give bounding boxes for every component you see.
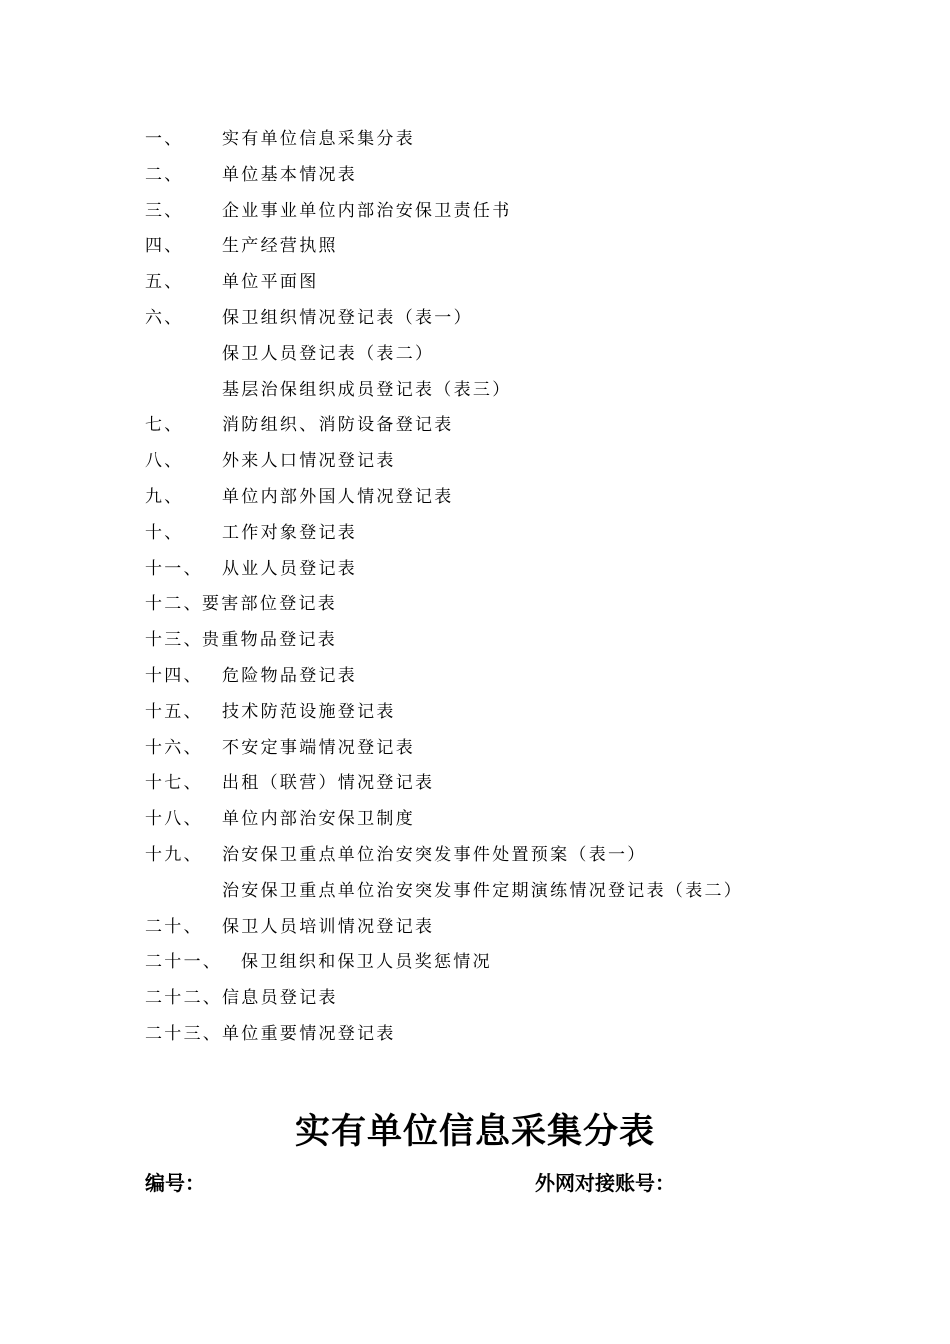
toc-item: [145, 229, 865, 265]
toc-item-number: 二、: [145, 164, 184, 185]
toc-item-text: 企业事业单位内部治安保卫责任书: [222, 200, 512, 221]
toc-item-number: 十八、: [145, 809, 203, 830]
toc-item-number: 三、: [145, 200, 184, 221]
toc-item-number: 二十、: [145, 916, 203, 937]
toc-item-number: 十六、: [145, 737, 203, 758]
toc-item-number: 四、: [145, 236, 184, 257]
toc-item-text: 单位基本情况表: [222, 164, 358, 185]
toc-item-number: 五、: [145, 272, 184, 293]
toc-item: [145, 766, 865, 802]
toc-item-number: 七、: [145, 415, 184, 436]
toc-item: [145, 337, 865, 373]
toc-item-text: 保卫组织情况登记表（表一）: [222, 307, 473, 328]
toc-item-text: 要害部位登记表: [202, 594, 338, 615]
toc-item: [145, 802, 865, 838]
toc-item: [145, 480, 865, 516]
toc-item-number: 二十二、: [145, 988, 223, 1009]
toc-item: [145, 373, 865, 409]
toc-item-text: 生产经营执照: [222, 236, 338, 257]
toc-item-number: 十、: [145, 522, 184, 543]
toc-item: [145, 981, 865, 1017]
toc-item-number: 十五、: [145, 701, 203, 722]
form-title: 实有单位信息采集分表: [294, 1112, 655, 1152]
toc-item-text: 工作对象登记表: [222, 522, 358, 543]
toc-item: [145, 122, 865, 158]
toc-item-number: 十三、: [145, 630, 203, 651]
toc-item: [145, 265, 865, 301]
toc-item-text: 消防组织、消防设备登记表: [222, 415, 454, 436]
toc-item-text: 技术防范设施登记表: [222, 701, 396, 722]
toc-item: [145, 731, 865, 767]
toc-item-text: 基层治保组织成员登记表（表三）: [222, 379, 512, 400]
toc-item-number: 一、: [145, 129, 184, 149]
toc-item: [145, 695, 865, 731]
toc-item-text: 危险物品登记表: [222, 665, 358, 686]
toc-item-text: 不安定事端情况登记表: [222, 737, 415, 758]
toc-item: [145, 158, 865, 194]
toc-item: [145, 552, 865, 588]
toc-item: [145, 1017, 865, 1053]
toc-item-number: 十七、: [145, 773, 203, 794]
toc-item: [145, 408, 865, 444]
toc-item-number: 九、: [145, 486, 184, 507]
toc-item-text: 单位内部治安保卫制度: [222, 809, 415, 830]
toc-item-text: 单位内部外国人情况登记表: [222, 486, 454, 507]
toc-item: [145, 838, 865, 874]
toc-item-text: 从业人员登记表: [222, 558, 358, 579]
toc-item: [145, 444, 865, 480]
toc-item-text: 保卫人员登记表（表二）: [222, 343, 435, 364]
toc-item-text: 治安保卫重点单位治安突发事件定期演练情况登记表（表二）: [222, 880, 744, 901]
toc-item: [145, 659, 865, 695]
toc-item-number: 十九、: [145, 844, 203, 865]
toc-item-number: 十四、: [145, 665, 203, 686]
toc-item-text: 贵重物品登记表: [202, 630, 338, 651]
toc-item: [145, 194, 865, 230]
toc-item-number: 二十三、: [145, 1023, 223, 1044]
toc-item: [145, 516, 865, 552]
toc-item-number: 十一、: [145, 558, 203, 579]
toc-item-text: 单位平面图: [222, 272, 319, 293]
toc-item: [145, 910, 865, 946]
toc-item-number: 六、: [145, 307, 184, 328]
toc-item-text: 治安保卫重点单位治安突发事件处置预案（表一）: [222, 844, 647, 865]
toc-item-text: 出租（联营）情况登记表: [222, 773, 435, 794]
toc-item: [145, 945, 865, 981]
toc-item-text: 外来人口情况登记表: [222, 451, 396, 472]
toc-item-text: 保卫组织和保卫人员奖惩情况: [241, 952, 492, 973]
toc-item-text: 信息员登记表: [222, 988, 338, 1009]
toc-item-text: 单位重要情况登记表: [222, 1023, 396, 1044]
toc-item-text: 实有单位信息采集分表: [222, 129, 415, 149]
account-label: 外网对接账号：: [535, 1171, 675, 1195]
toc-item: [145, 623, 865, 659]
toc-item-number: 十二、: [145, 594, 203, 615]
code-label: 编号：: [145, 1171, 205, 1195]
toc-item: [145, 587, 865, 623]
toc-item-number: 八、: [145, 451, 184, 472]
toc-item-text: 保卫人员培训情况登记表: [222, 916, 435, 937]
toc-item-number: 二十一、: [145, 952, 223, 973]
toc-item: [145, 874, 865, 910]
table-of-contents: [145, 122, 865, 1053]
toc-item: [145, 301, 865, 337]
